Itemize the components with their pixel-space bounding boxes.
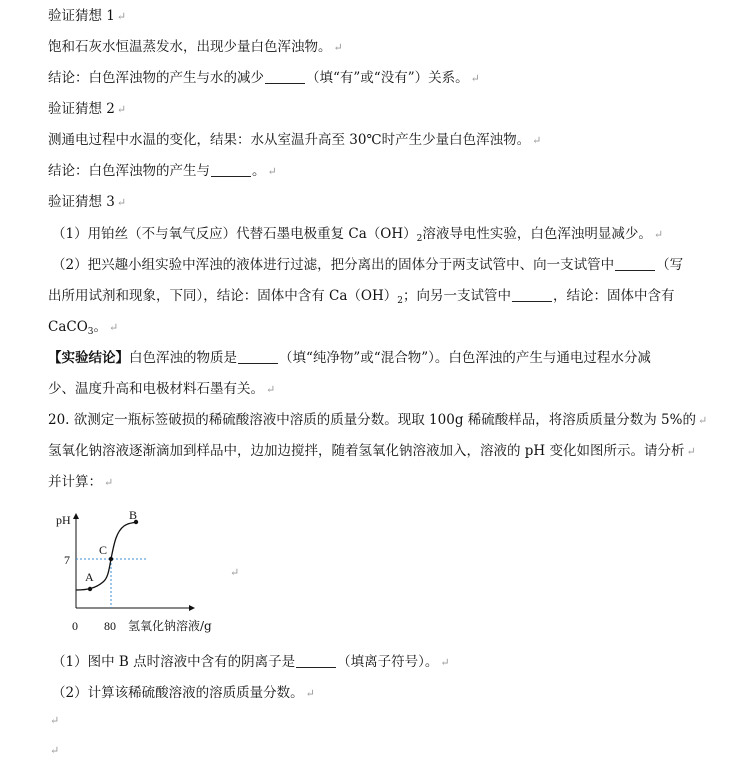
text-span: （写 — [656, 257, 684, 273]
subscript: 2 — [397, 296, 403, 306]
paragraph-mark: ↵ — [116, 196, 127, 209]
text-span: 【实验结论】 — [48, 350, 129, 366]
label-a: A — [85, 570, 94, 584]
y-tick-7: 7 — [64, 553, 70, 567]
text-line — [48, 163, 277, 180]
text-span: 氢氧化钠溶液逐渐滴加到样品中，边加边搅拌，随着氢氧化钠溶液加入，溶液的 pH 变化如图所示。请分析 — [48, 443, 685, 459]
text-span: （2）把兴趣小组实验中浑浊的液体进行过滤，把分离出的固体分于两支试管中、向一支试管中 — [52, 257, 615, 273]
y-axis-label: pH — [56, 513, 71, 527]
text-line — [48, 39, 343, 56]
blank-line-2: ↵ — [50, 744, 60, 757]
text-line — [52, 226, 663, 247]
text-line — [48, 132, 541, 149]
text-span: 少、温度升高和电极材料石墨有关。 — [48, 381, 264, 397]
paragraph-mark: ↵ — [104, 476, 114, 489]
text-line — [52, 654, 450, 671]
paragraph-mark: ↵ — [440, 656, 450, 669]
x-axis-label: 氢氧化钠溶液/g — [128, 619, 212, 633]
answer-blank[interactable] — [238, 351, 278, 364]
paragraph-mark: ↵ — [305, 687, 315, 700]
paragraph-mark: ↵ — [470, 72, 480, 85]
text-span: （2）计算该稀硫酸溶液的溶质质量分数。 — [52, 685, 304, 701]
text-line — [52, 685, 315, 702]
text-line — [52, 257, 683, 273]
label-c: C — [99, 543, 108, 557]
text-span: ；向另一支试管中 — [403, 288, 511, 304]
text-line — [48, 70, 480, 87]
text-span: （填离子符号）。 — [337, 654, 439, 670]
paragraph-mark: ↵ — [697, 414, 708, 427]
paragraph-mark: ↵ — [109, 321, 119, 334]
text-line — [48, 474, 113, 491]
answer-blank[interactable] — [211, 164, 251, 177]
text-span: 出所用试剂和现象，下同），结论：固体中含有 Ca（OH） — [48, 288, 398, 304]
text-span: 。 — [252, 163, 266, 179]
text-span: 溶液导电性实验，白色浑浊明显减少。 — [422, 226, 652, 242]
paragraph-mark: ↵ — [116, 10, 127, 23]
text-span: （1）图中 B 点时溶液中含有的阴离子是 — [52, 654, 296, 670]
subscript: 2 — [416, 234, 423, 244]
answer-blank[interactable] — [265, 71, 305, 84]
text-line — [48, 381, 275, 398]
text-span: 结论：白色浑浊物的产生与水的减少 — [48, 70, 264, 86]
subscript: 3 — [87, 327, 94, 337]
text-line — [48, 443, 696, 460]
text-span: 验证猜想 1 — [48, 8, 115, 24]
text-span: 20. 欲测定一瓶标签破损的稀硫酸溶液中溶质的质量分数。现取 100g 稀硫酸样品，将溶质质量分数为 5%的 — [48, 412, 696, 428]
text-line — [48, 8, 126, 25]
answer-blank[interactable] — [296, 655, 336, 668]
text-span: 。 — [93, 319, 108, 335]
text-line — [48, 319, 118, 340]
text-line — [48, 101, 126, 118]
blank-line: ↵ — [50, 714, 60, 727]
paragraph-mark: ↵ — [333, 41, 343, 54]
text-span: ，结论：固体中含有 — [553, 288, 675, 304]
paragraph-mark: ↵ — [686, 445, 696, 458]
paragraph-mark: ↵ — [267, 165, 277, 178]
text-span: 白色浑浊的物质是 — [129, 350, 237, 366]
answer-blank[interactable] — [512, 289, 552, 302]
text-line — [48, 194, 126, 211]
text-line — [48, 350, 651, 366]
x-tick-80: 80 — [104, 619, 116, 633]
point-a — [88, 587, 92, 591]
text-line — [48, 288, 675, 309]
label-b: B — [129, 508, 138, 522]
text-span: （填“纯净物”或“混合物”）。白色浑浊的产生与通电过程水分减 — [279, 350, 651, 366]
text-span: 并计算： — [48, 474, 102, 490]
text-span: 验证猜想 3 — [48, 194, 115, 210]
text-span: 饱和石灰水恒温蒸发水，出现少量白色浑浊物。 — [48, 39, 332, 55]
x-tick-0: 0 — [72, 619, 78, 633]
text-span: 测通电过程中水温的变化，结果：水从室温升高至 30℃时产生少量白色浑浊物。 — [48, 132, 531, 148]
point-c — [109, 557, 113, 561]
text-line — [48, 412, 707, 429]
paragraph-mark: ↵ — [266, 383, 276, 396]
paragraph-mark: ↵ — [532, 134, 542, 147]
text-span: （填“有”或“没有”）关系。 — [306, 70, 469, 86]
text-span: 结论：白色浑浊物的产生与 — [48, 163, 210, 179]
text-span: 验证猜想 2 — [48, 101, 115, 117]
text-span: CaCO — [48, 319, 88, 335]
ph-chart — [48, 508, 248, 636]
paragraph-mark: ↵ — [653, 228, 664, 241]
paragraph-mark: ↵ — [116, 103, 127, 116]
text-span: （1）用铂丝（不与氧气反应）代替石墨电极重复 Ca（OH） — [52, 226, 417, 242]
answer-blank[interactable] — [615, 258, 655, 271]
return-mark: ↵ — [230, 566, 240, 579]
